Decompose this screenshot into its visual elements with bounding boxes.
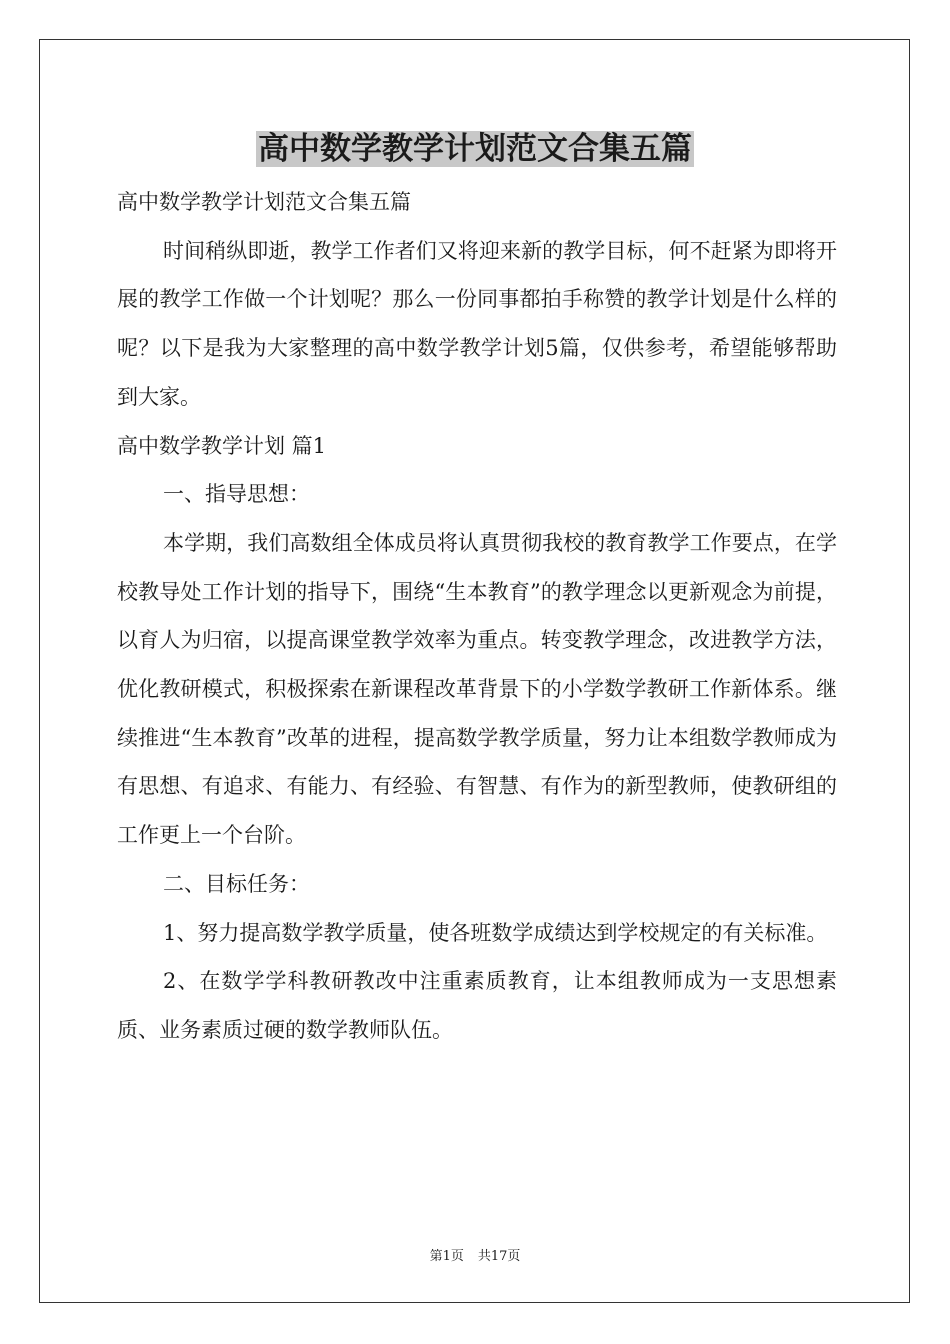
paragraph: 2、在数学学科教研教改中注重素质教育，让本组教师成为一支思想素质、业务素质过硬的数学教师队伍。 [117,969,837,1042]
paragraph: 二、目标任务： [163,871,310,896]
page-number: 第1页 [429,1249,464,1264]
paragraph: 本学期，我们高数组全体成员将认真贯彻我校的教育教学工作要点，在学校教导处工作计划的指导下，围绕“生本教育”的教学理念以更新观念为前提，以育人为归宿，以提高课堂教学效率为重点。转变教学理念，改进教学方法，优化教研模式，积极探索在新课程改革背景下的小学数学教研工作新体系。继续推进“生本教育”改革的进程，提高数学教学质量，努力让本组数学教师成为有思想、有追求、有能力、有经验、有智慧、有作为的新型教师，使教研组的工作更上一个台阶。 [117,530,837,848]
paragraph: 1、努力提高数学教学质量，使各班数学成绩达到学校规定的有关标准。 [163,920,828,945]
paragraph: 一、指导思想： [163,482,310,507]
document-title: 高中数学教学计划范文合集五篇 [258,131,692,167]
paragraph: 高中数学教学计划范文合集五篇 [117,190,411,214]
page-total: 共17页 [477,1249,521,1264]
page-footer [0,1245,950,1264]
document-body [117,178,837,1055]
paragraph: 时间稍纵即逝，教学工作者们又将迎来新的教学目标，何不赶紧为即将开展的教学工作做一个计划呢？那么一份同事都拍手称赞的教学计划是什么样的呢？以下是我为大家整理的高中数学教学计划5篇，仅供参考，希望能够帮助到大家。 [117,238,837,409]
section-heading: 高中数学教学计划 篇1 [117,433,327,458]
